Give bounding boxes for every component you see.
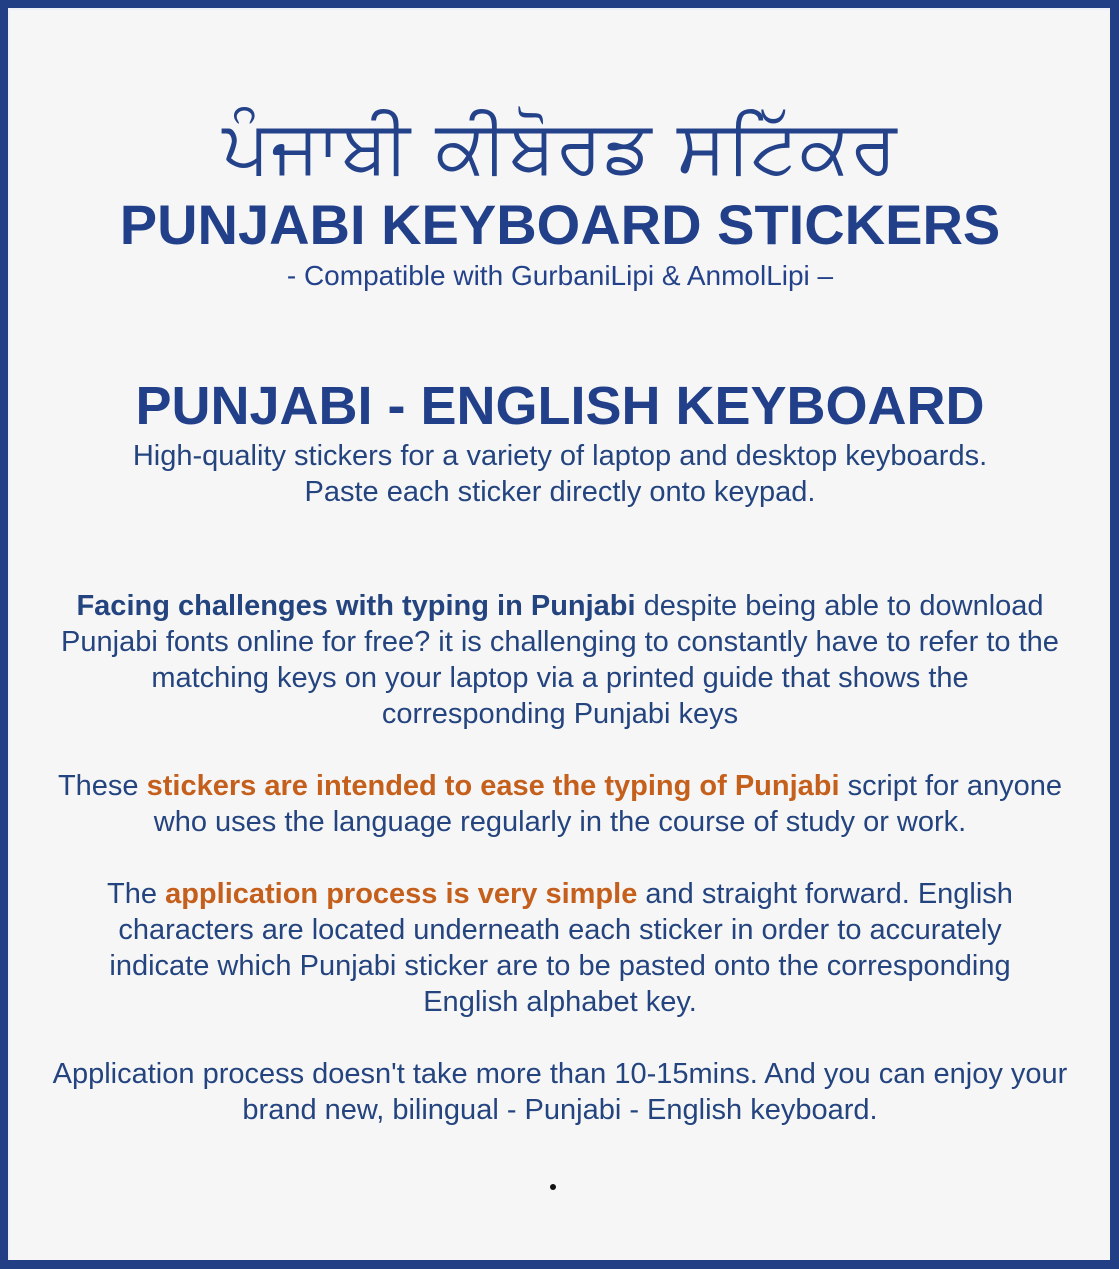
paragraph-text: These (57, 770, 147, 802)
section-heading: PUNJABI - ENGLISH KEYBOARD (135, 376, 985, 436)
paragraph-purpose (30, 768, 1090, 840)
paragraph-process (30, 876, 1090, 1020)
dot-mark (550, 1184, 556, 1190)
paragraph-text: despite being able to download Punjabi fonts online for free? it is challenging to constantly have to refer to the matching keys on your laptop via a printed guide that shows the corresponding Punjabi keys (61, 590, 1059, 730)
page-title: PUNJABI KEYBOARD STICKERS (119, 193, 1001, 256)
paragraph-highlight: stickers are intended to ease the typing of Punjabi (146, 770, 840, 802)
paragraph-duration: Application process doesn't take more than 10-15mins. And you can enjoy your brand new, bilingual - Punjabi - English keyboard. (52, 1058, 1068, 1126)
paragraph-highlight: application process is very simple (165, 878, 638, 910)
paragraph-text: script for anyone who uses the language regularly in the course of study or work. (153, 770, 1063, 838)
body-text (30, 588, 1090, 1164)
paragraph-bold-lead: Facing challenges with typing in Punjabi (76, 590, 636, 622)
gurmukhi-title: ਪੰਜਾਬੀ ਕੀਬੋਰਡ ਸਟਿੱਕਰ (222, 104, 898, 190)
description-line-1: High-quality stickers for a variety of laptop and desktop keyboards. (132, 440, 988, 472)
section-description (10, 438, 1110, 510)
paragraph-challenges (30, 588, 1090, 732)
paragraph-text: The (107, 878, 166, 910)
description-line-2: Paste each sticker directly onto keypad. (304, 476, 816, 508)
paragraph-text: and straight forward. English characters are located underneath each sticker in order to accurately indicate which Punjabi sticker are to be pasted onto the corresponding English alphabet key. (109, 878, 1013, 1018)
compatibility-subtitle: - Compatible with GurbaniLipi & AnmolLipi – (286, 260, 834, 291)
content-panel (8, 8, 1110, 1260)
